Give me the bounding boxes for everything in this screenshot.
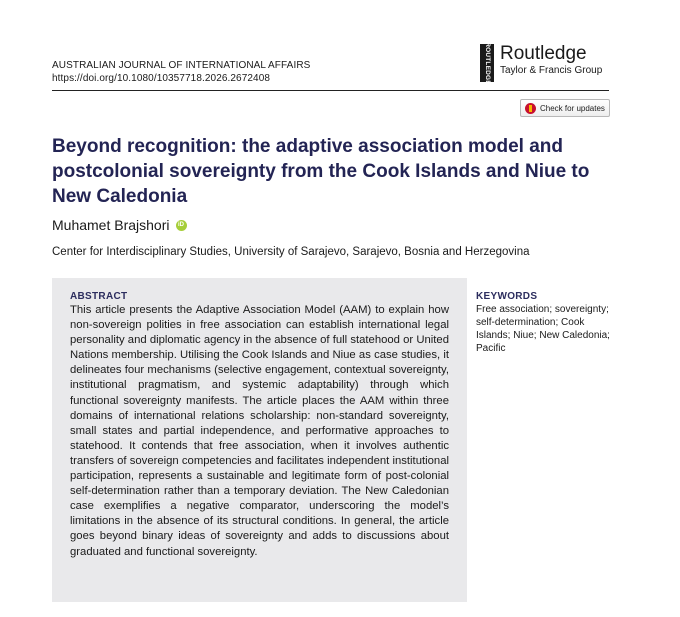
keywords-section (476, 291, 616, 355)
abstract-text: This article presents the Adaptive Association Model (AAM) to explain how non-sovereign polities in free association can establish international legal personality and diplomatic agency in the absence of full statehood or United Nations membership. Utilising the Cook Islands and Niue as case studies, it delineates four mechanisms (selective engagement, contextual sovereignty, institutional pragmatism, and systemic adaptability) through which functional sovereignty manifests. The article places the AAM within three domains of international relations scholarship: non-standard sovereignty, small states and partial independence, and performative approaches to statehood. It contends that free association, when it involves authentic transfers of sovereign competencies and facilitates independent institutional participation, represents a sustainable and legitimate form of post-colonial self-determination rather than a temporary deviation. The New Caledonian case exemplifies a negative comparator, underscoring the model’s limitations in the absence of its structural conditions. In general, the article goes beyond binary ideas of sovereignty and adds to discussions about graduated and functional sovereignty. (70, 304, 449, 558)
publisher-name: Routledge (500, 43, 587, 64)
check-for-updates-icon (525, 103, 536, 114)
keywords-heading: KEYWORDS (476, 291, 538, 302)
check-for-updates-button[interactable] (520, 99, 610, 117)
journal-name: AUSTRALIAN JOURNAL OF INTERNATIONAL AFFAIRS (52, 60, 311, 71)
author-affiliation: Center for Interdisciplinary Studies, University of Sarajevo, Sarajevo, Bosnia and Herzegovina (52, 246, 530, 258)
header-divider (52, 90, 609, 91)
abstract-heading: ABSTRACT (70, 291, 128, 302)
logo-text (500, 44, 602, 77)
author-name[interactable]: Muhamet Brajshori (52, 217, 170, 233)
check-for-updates-label: Check for updates (540, 103, 605, 113)
publisher-group: Taylor & Francis Group (500, 65, 603, 76)
article-title: Beyond recognition: the adaptive association model and postcolonial sovereignty from the Cook Islands and Niue to New Caledonia (52, 136, 590, 207)
author-line (52, 216, 187, 234)
routledge-logo-icon (480, 41, 494, 85)
orcid-icon[interactable]: iD (176, 220, 187, 231)
journal-doi[interactable]: https://doi.org/10.1080/10357718.2026.2672408 (52, 73, 271, 84)
keywords-text: Free association; sovereignty; self-determination; Cook Islands; Niue; New Caledonia; Pacific (476, 304, 610, 354)
journal-header (52, 59, 310, 85)
logo-mark-text: ROUTLEDGE (483, 41, 491, 85)
abstract-section (52, 278, 467, 602)
publisher-logo (480, 41, 603, 85)
